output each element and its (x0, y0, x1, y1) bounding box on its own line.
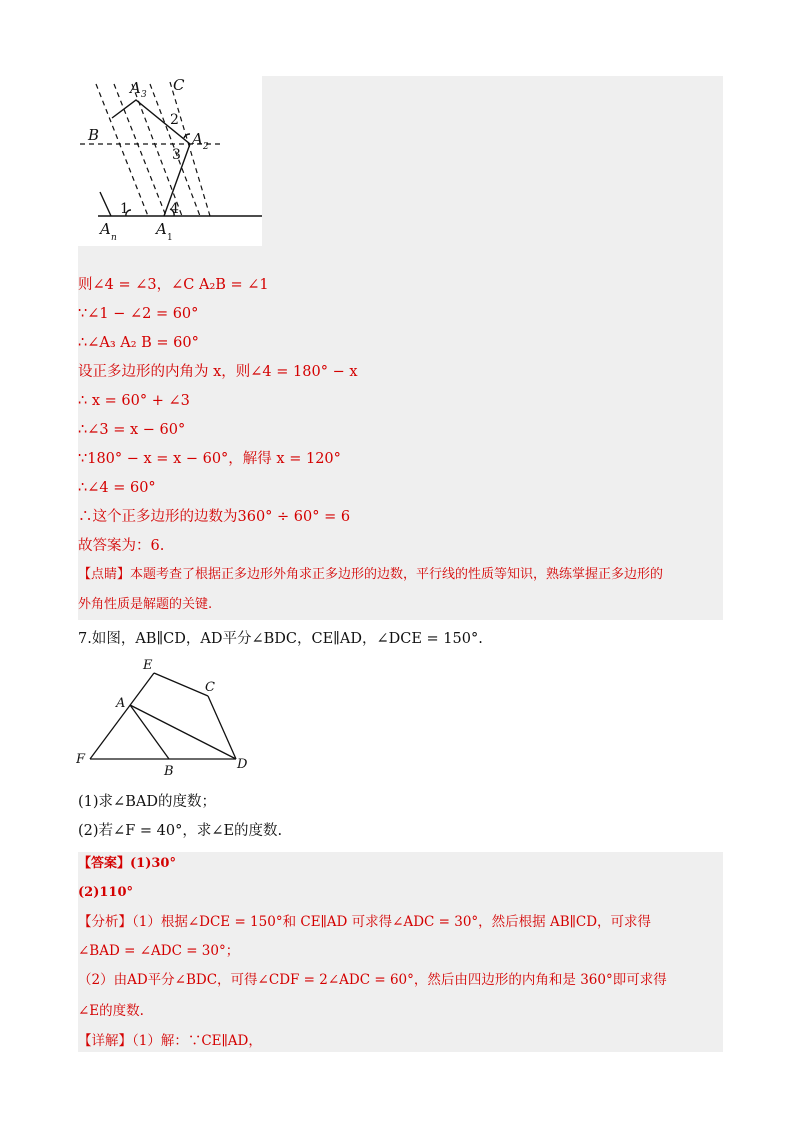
label-c: C (173, 76, 185, 94)
segment-ec (154, 673, 208, 696)
label-angle-4: 4 (170, 201, 179, 217)
segment-ad (130, 705, 236, 759)
analysis-line-1: 【分析】（1）根据∠DCE = 150°和 CE∥AD 可求得∠ADC = 30°，然后根据 AB∥CD，可求得 (78, 914, 652, 930)
label-a3-sub: 3 (141, 90, 147, 100)
label-an: A (100, 220, 111, 238)
label-angle-1: 1 (120, 201, 129, 217)
label-d: D (237, 757, 248, 772)
label-a2-sub: 2 (203, 142, 209, 152)
solution-line-10: 故答案为：6. (78, 538, 165, 554)
answer-line-2: (2)110° (78, 885, 133, 900)
label-b: B (88, 126, 100, 144)
solution-line-5: ∴ x = 60° + ∠3 (78, 393, 190, 409)
segment-cd (208, 696, 236, 759)
solution-line-7: ∵180° − x = x − 60°，解得 x = 120° (78, 451, 341, 467)
solution-line-9: ∴这个正多边形的边数为360° ÷ 60° = 6 (78, 509, 351, 525)
solution-note-line-2: 外角性质是解题的关键. (78, 597, 213, 612)
segment-fe (90, 673, 154, 759)
label-a: A (116, 696, 126, 711)
solution-line-8: ∴∠4 = 60° (78, 480, 156, 496)
solution-line-2: ∵∠1 − ∠2 = 60° (78, 306, 199, 322)
segment-ab (130, 705, 169, 759)
question-2: (2)若∠F = 40°，求∠E的度数. (78, 823, 283, 839)
analysis-line-3: （2）由AD平分∠BDC，可得∠CDF = 2∠ADC = 60°，然后由四边形的内角和是 360°即可求得 (78, 972, 667, 988)
label-a1-sub: 1 (167, 233, 173, 243)
figure-1-box (78, 76, 262, 246)
question-1: (1)求∠BAD的度数； (78, 794, 216, 810)
label-a1: A (156, 220, 167, 238)
label-an-sub: n (111, 233, 117, 243)
label-a2: A (192, 130, 203, 148)
figure-2-diagram (76, 658, 256, 782)
analysis-line-2: ∠BAD = ∠ADC = 30°； (78, 943, 240, 959)
label-angle-3: 3 (172, 147, 181, 163)
solution-line-3: ∴∠A₃ A₂ B = 60° (78, 335, 199, 351)
answer-line-1: 【答案】(1)30° (78, 856, 176, 871)
detail-line-1: 【详解】（1）解：∵CE∥AD， (78, 1033, 262, 1049)
label-a3: A (130, 79, 141, 97)
problem-7-statement: 7.如图，AB∥CD，AD平分∠BDC，CE∥AD，∠DCE = 150°. (78, 631, 483, 647)
edge-an (100, 192, 111, 216)
figure-2-box (76, 658, 256, 782)
figure-1-diagram (78, 76, 262, 246)
label-angle-2: 2 (170, 112, 179, 128)
solution-line-4: 设正多边形的内角为 x，则∠4 = 180° − x (78, 364, 358, 380)
solution-line-6: ∴∠3 = x − 60° (78, 422, 186, 438)
solution-note-line-1: 【点睛】本题考查了根据正多边形外角求正多边形的边数，平行线的性质等知识，熟练掌握正多边形的 (78, 567, 664, 582)
solution-line-1: 则∠4 = ∠3，∠C A₂B = ∠1 (78, 277, 269, 293)
label-e: E (143, 658, 153, 673)
label-b: B (164, 764, 174, 779)
label-c: C (205, 680, 215, 695)
label-f: F (76, 752, 86, 767)
analysis-line-4: ∠E的度数. (78, 1003, 144, 1019)
